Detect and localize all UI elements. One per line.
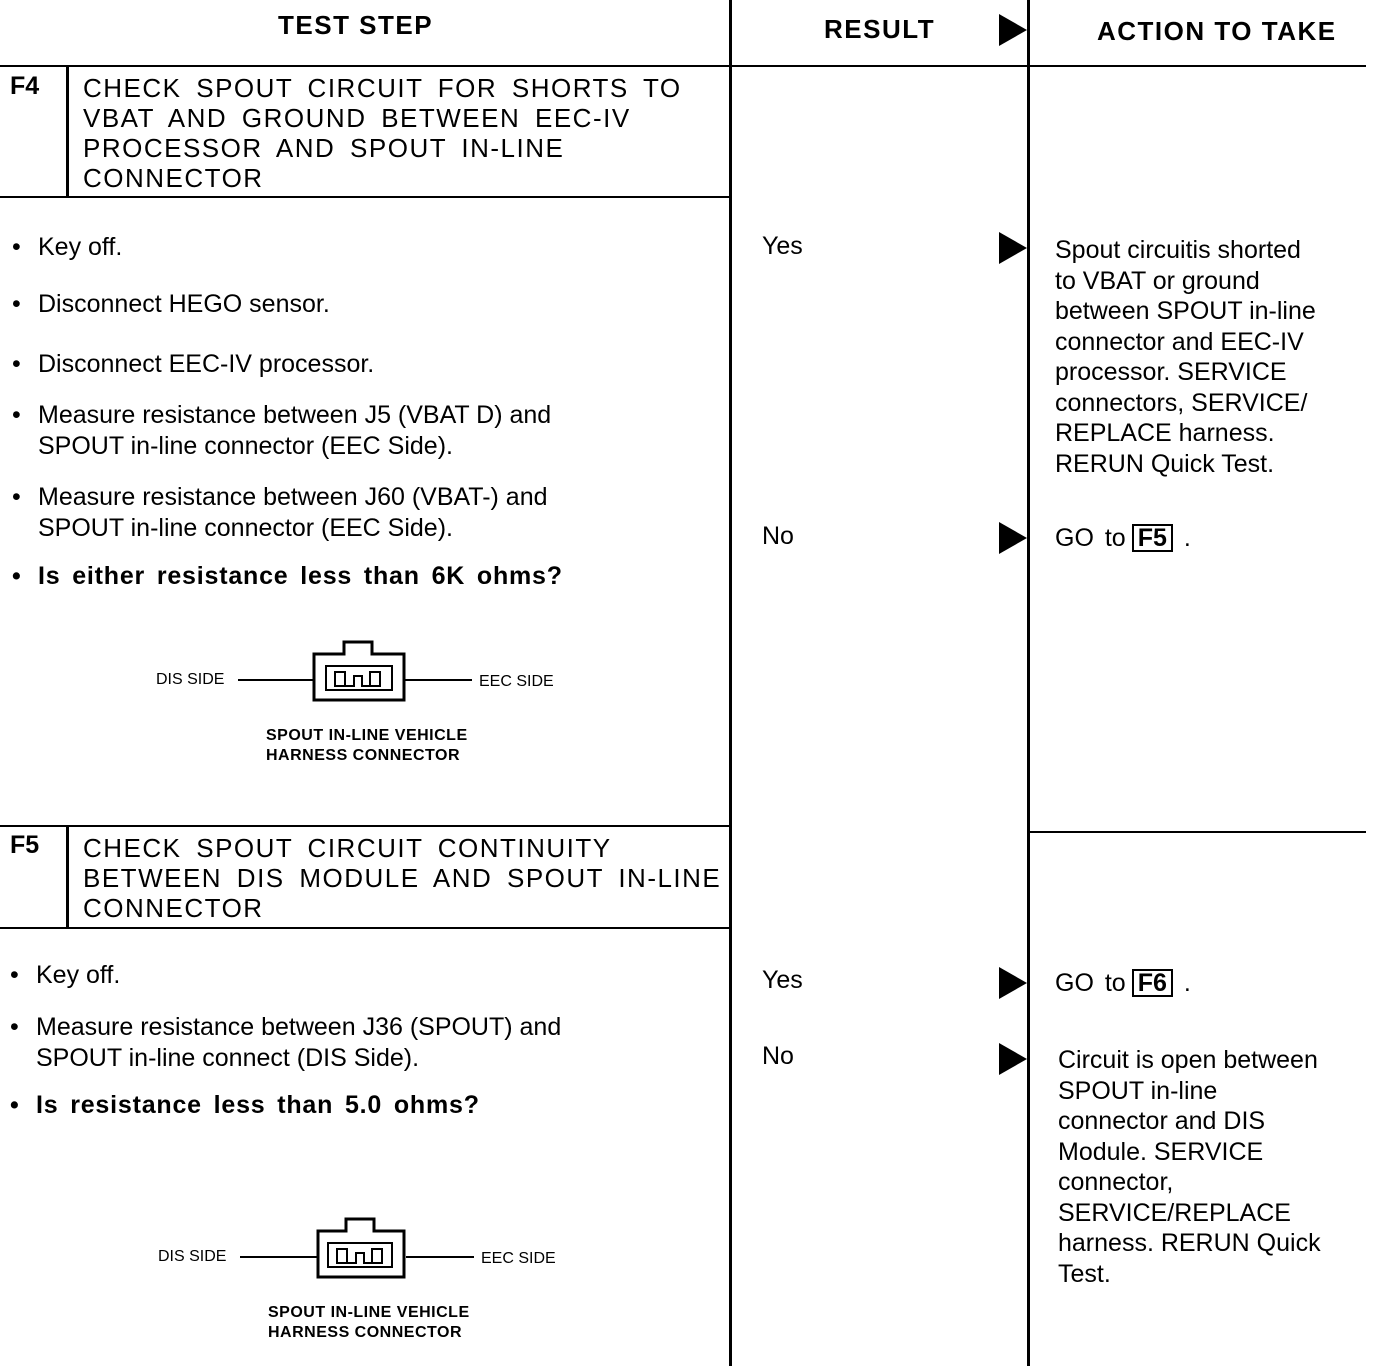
result-no: No <box>762 522 794 550</box>
step-code-divider <box>66 826 69 927</box>
action-line: Test. <box>1058 1259 1111 1288</box>
instruction-item <box>10 1012 562 1074</box>
header-action: ACTION TO TAKE <box>1097 16 1337 46</box>
goto-suffix: . <box>1183 969 1191 997</box>
step-ref-badge[interactable]: F5 <box>1132 524 1173 552</box>
goto-suffix: . <box>1183 524 1191 552</box>
bullet-icon: • <box>12 401 21 429</box>
action-line: REPLACE harness. <box>1055 419 1275 447</box>
step-title-line: VBAT AND GROUND BETWEEN EEC-IV <box>83 103 631 133</box>
result-arrow-icon <box>999 967 1027 999</box>
bullet-icon: • <box>12 562 22 590</box>
action-line: connector and DIS <box>1058 1107 1266 1135</box>
instruction-line: Key off. <box>36 961 121 989</box>
diagram-right-label: EEC SIDE <box>481 1250 556 1267</box>
step-ref-badge[interactable]: F6 <box>1132 969 1173 997</box>
action-line: SPOUT in-line <box>1058 1076 1218 1105</box>
diagram-caption-line: SPOUT IN-LINE VEHICLE <box>266 727 468 744</box>
instruction-line: SPOUT in-line connector (EEC Side). <box>38 514 453 542</box>
bullet-icon: • <box>12 350 21 378</box>
instruction-line: Measure resistance between J36 (SPOUT) and <box>36 1013 562 1041</box>
diagram-left-label: DIS SIDE <box>158 1248 227 1265</box>
result-arrow-icon <box>999 1043 1027 1075</box>
step-title-line: CONNECTOR <box>83 163 264 193</box>
diagram-caption <box>268 1303 470 1343</box>
instruction-line: Disconnect EEC-IV processor. <box>38 350 375 378</box>
step-code: F4 <box>10 72 40 100</box>
instruction-line: Key off. <box>38 233 123 261</box>
result-no: No <box>762 1042 794 1070</box>
step-question <box>10 1090 480 1121</box>
step-title-line: CHECK SPOUT CIRCUIT CONTINUITY <box>83 833 612 863</box>
step-title-line: BETWEEN DIS MODULE AND SPOUT IN-LINE <box>83 863 722 893</box>
bullet-icon: • <box>12 233 21 261</box>
bullet-icon: • <box>12 483 21 511</box>
result-yes: Yes <box>762 232 803 260</box>
step-code: F5 <box>10 831 40 859</box>
header-test-step: TEST STEP <box>278 10 434 40</box>
action-line: SERVICE/REPLACE <box>1058 1198 1291 1227</box>
step-title-line: CHECK SPOUT CIRCUIT FOR SHORTS TO <box>83 73 682 103</box>
action-text <box>1058 1045 1368 1289</box>
goto-text: GO to <box>1055 969 1126 997</box>
diagram-caption-line: SPOUT IN-LINE VEHICLE <box>268 1304 470 1321</box>
bullet-icon: • <box>10 1091 20 1119</box>
action-line: between SPOUT in-line <box>1055 297 1316 325</box>
diagram-caption-line: HARNESS CONNECTOR <box>268 1324 462 1341</box>
instruction-line: Disconnect HEGO sensor. <box>38 290 330 318</box>
action-goto <box>1055 968 1191 999</box>
instruction-line: SPOUT in-line connect (DIS Side). <box>36 1044 420 1072</box>
question-text: Is resistance less than 5.0 ohms? <box>36 1091 480 1119</box>
instruction-line: Measure resistance between J60 (VBAT-) and <box>38 483 548 511</box>
action-line: to VBAT or ground <box>1055 266 1260 295</box>
action-line: Spout circuitis shorted <box>1055 236 1301 264</box>
connector-diagram-icon <box>240 1215 476 1281</box>
result-yes: Yes <box>762 966 803 994</box>
instruction-item <box>10 960 121 991</box>
action-line: Circuit is open between <box>1058 1046 1318 1074</box>
action-line: RERUN Quick Test. <box>1055 449 1275 478</box>
bullet-icon: • <box>10 961 19 989</box>
goto-text: GO to <box>1055 524 1126 552</box>
header-result: RESULT <box>824 14 936 44</box>
action-line: processor. SERVICE <box>1055 358 1287 386</box>
step-title-underline <box>0 927 730 929</box>
diagram-left-label: DIS SIDE <box>156 671 225 688</box>
instruction-line: SPOUT in-line connector (EEC Side). <box>38 432 453 460</box>
step-title <box>83 833 723 923</box>
step-title-line: CONNECTOR <box>83 893 264 923</box>
action-line: Module. SERVICE <box>1058 1137 1264 1166</box>
bullet-icon: • <box>10 1013 19 1041</box>
diagram-right-label: EEC SIDE <box>479 673 554 690</box>
action-line: harness. RERUN Quick <box>1058 1229 1321 1257</box>
question-text: Is either resistance less than 6K ohms? <box>38 562 563 590</box>
action-line: connector, <box>1058 1168 1174 1196</box>
bullet-icon: • <box>12 290 21 318</box>
diagram-caption-line: HARNESS CONNECTOR <box>266 747 460 764</box>
instruction-line: Measure resistance between J5 (VBAT D) and <box>38 401 552 429</box>
step-title-line: PROCESSOR AND SPOUT IN-LINE <box>83 133 565 163</box>
action-line: connectors, SERVICE/ <box>1055 388 1308 417</box>
action-line: connector and EEC-IV <box>1055 327 1304 356</box>
